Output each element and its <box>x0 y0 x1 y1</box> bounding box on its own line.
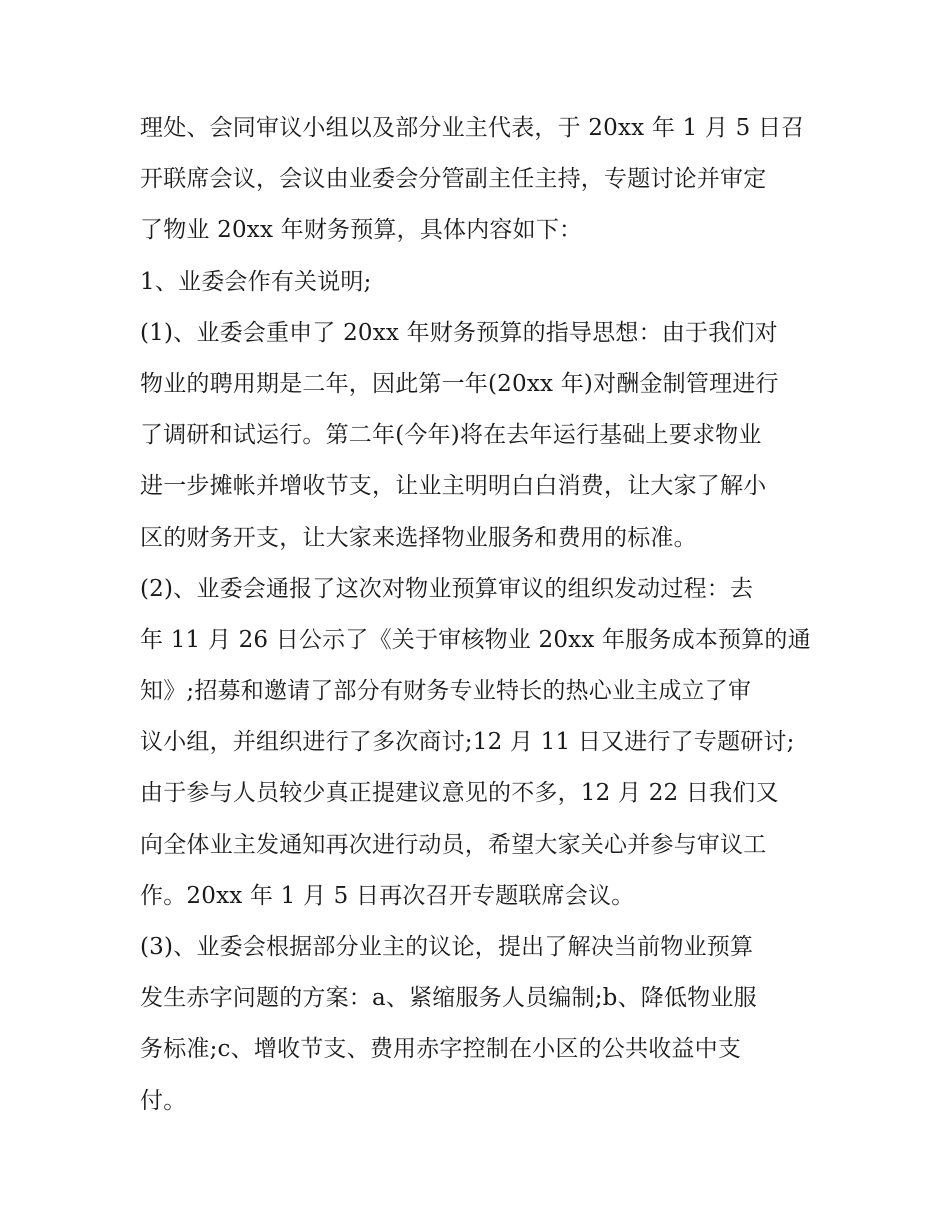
text-line: 开联席会议，会议由业委会分管副主任主持，专题讨论并审定 <box>140 166 767 193</box>
section-heading: 1、业委会作有关说明; <box>140 268 372 295</box>
text-line: 进一步摊帐并增收节支，让业主明明白白消费，让大家了解小 <box>140 473 767 500</box>
text-line: 向全体业主发通知再次进行动员，希望大家关心并参与审议工 <box>140 831 767 858</box>
text-line: 付。 <box>140 1087 187 1114</box>
text-line: 了调研和试运行。第二年(今年)将在去年运行基础上要求物业 <box>140 422 762 449</box>
text-line: 理处、会同审议小组以及部分业主代表，于 20xx 年 1 月 5 日召 <box>140 115 805 141</box>
text-line: 物业的聘用期是二年，因此第一年(20xx 年)对酬金制管理进行 <box>140 370 779 397</box>
text-line: (1)、业委会重申了 20xx 年财务预算的指导思想：由于我们对 <box>140 319 778 346</box>
text-line: 议小组，并组织进行了多次商讨;12 月 11 日又进行了专题研讨; <box>140 729 795 756</box>
text-line: 区的财务开支，让大家来选择物业服务和费用的标准。 <box>140 524 697 551</box>
text-line: 知》;招募和邀请了部分有财务专业特长的热心业主成立了审 <box>140 678 752 705</box>
text-line: 作。20xx 年 1 月 5 日再次召开专题联席会议。 <box>140 882 635 909</box>
text-line: 务标准;c、增收节支、费用赤字控制在小区的公共收益中支 <box>140 1036 742 1063</box>
text-line: (3)、业委会根据部分业主的议论，提出了解决当前物业预算 <box>140 934 754 960</box>
text-line: 发生赤字问题的方案：a、紧缩服务人员编制;b、降低物业服 <box>140 985 757 1012</box>
text-line: 了物业 20xx 年财务预算，具体内容如下： <box>140 217 583 244</box>
text-line: 由于参与人员较少真正提建议意见的不多，12 月 22 日我们又 <box>140 780 779 807</box>
document-body <box>140 103 820 1127</box>
text-line: 年 11 月 26 日公示了《关于审核物业 20xx 年服务成本预算的通 <box>140 626 811 653</box>
text-line: (2)、业委会通报了这次对物业预算审议的组织发动过程：去 <box>140 575 754 602</box>
